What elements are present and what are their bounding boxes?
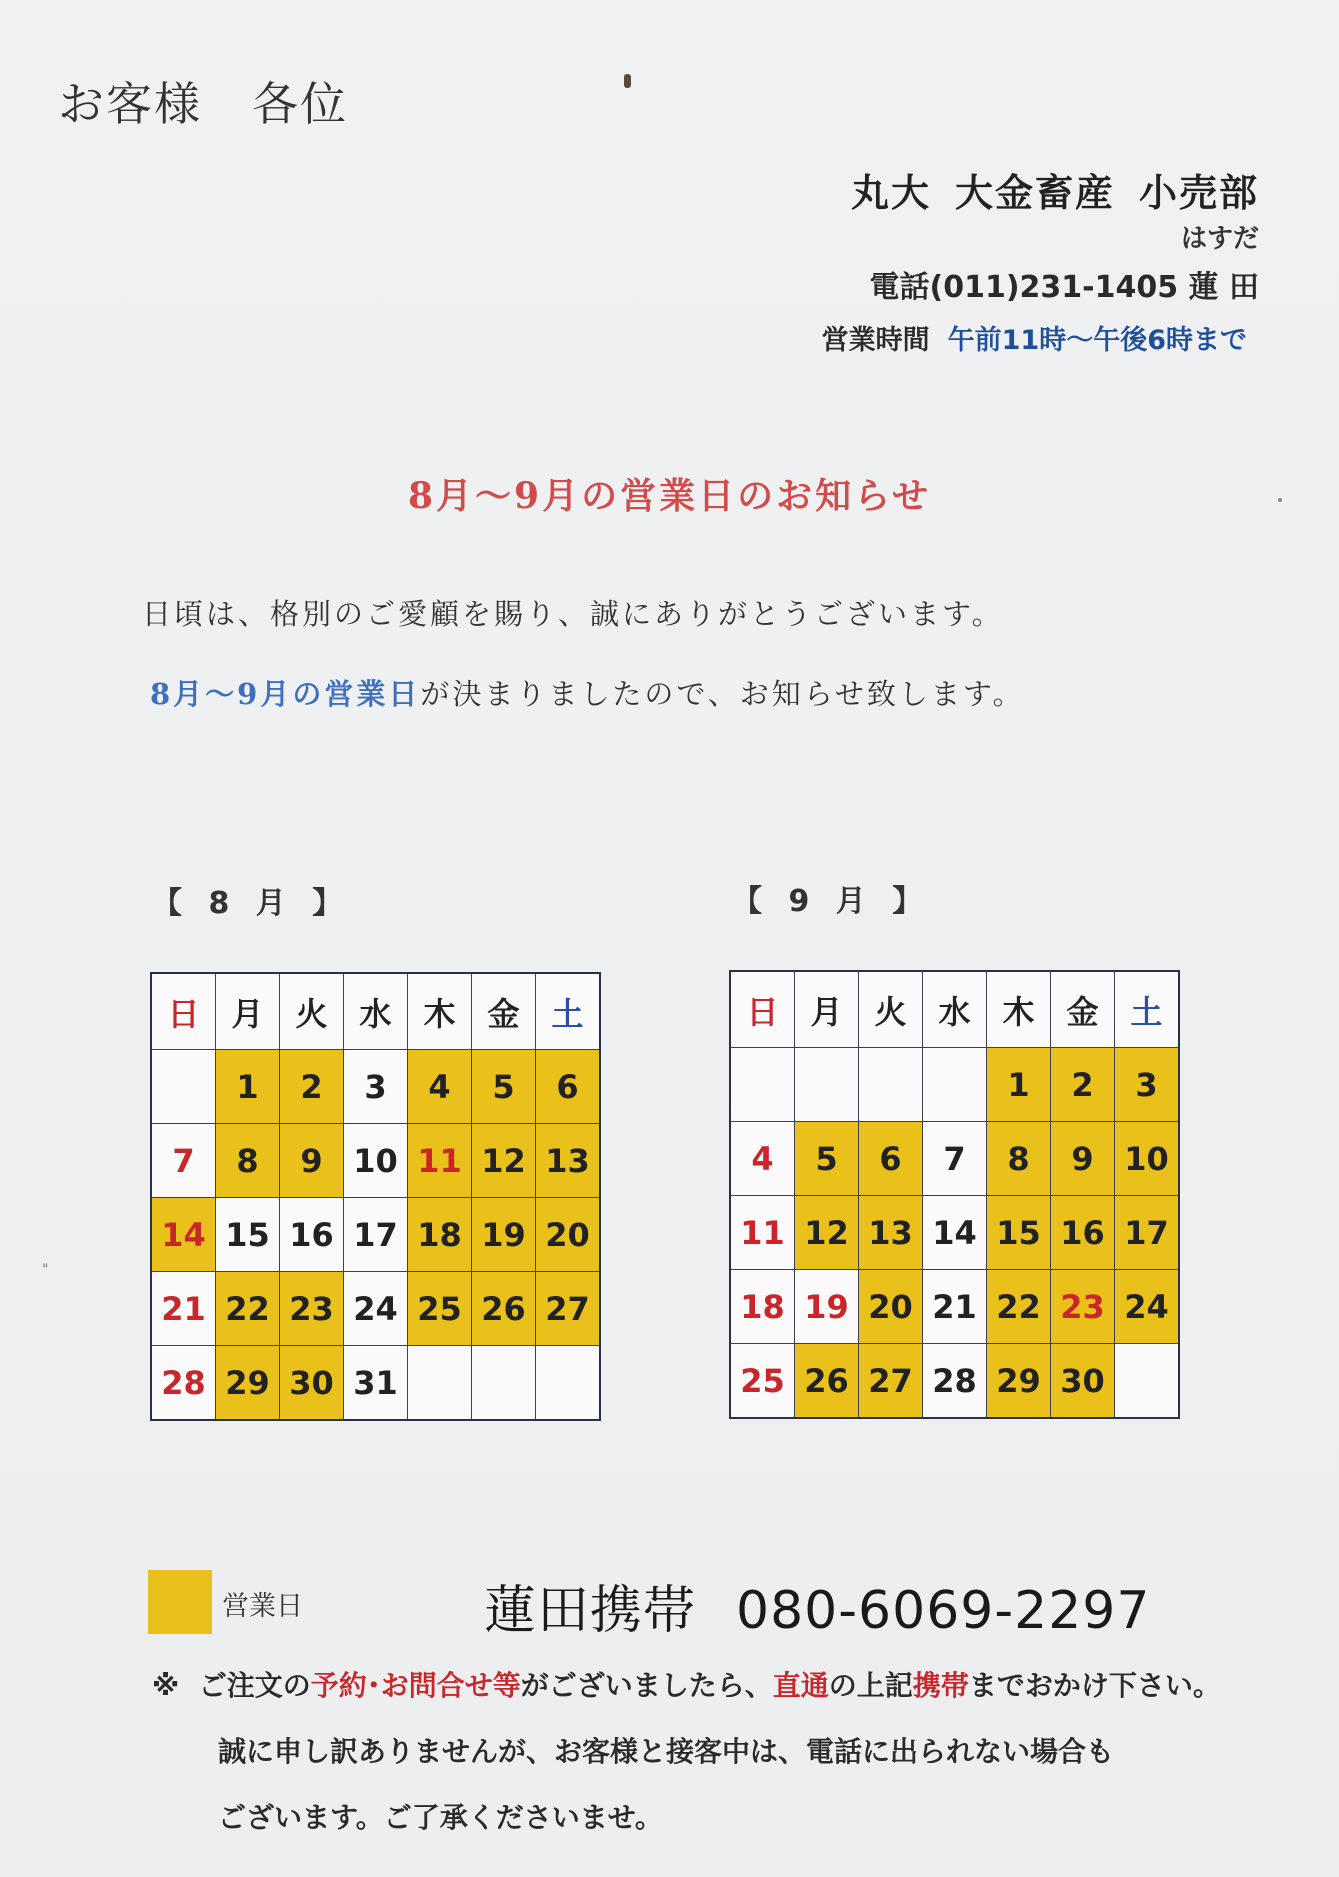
day-cell: 9 — [1051, 1122, 1115, 1196]
day-cell: 24 — [344, 1272, 408, 1346]
august-label: 【 8 月 】 — [152, 886, 351, 921]
day-cell: 11 — [730, 1196, 795, 1270]
note-text: がございましたら、 — [520, 1669, 773, 1702]
day-cell: 5 — [472, 1050, 536, 1124]
week-row — [730, 1048, 1179, 1122]
weekday-header: 木 — [987, 971, 1051, 1048]
weekday-header: 日 — [151, 973, 216, 1050]
september-calendar — [729, 970, 1180, 1419]
weekday-header: 月 — [216, 973, 280, 1050]
announcement-highlight: 8月～9月の営業日 — [150, 677, 421, 711]
note-text: までおかけ下さい。 — [968, 1669, 1221, 1702]
weekday-header: 火 — [859, 971, 923, 1048]
day-cell: 2 — [1051, 1048, 1115, 1122]
notice-title: 8月～9月の営業日のお知らせ — [407, 475, 932, 517]
week-row — [730, 1196, 1179, 1270]
day-cell: 4 — [408, 1050, 472, 1124]
day-cell: 15 — [987, 1196, 1051, 1270]
week-row — [730, 1344, 1179, 1419]
day-cell: 2 — [280, 1050, 344, 1124]
note-line-1 — [152, 1664, 1221, 1704]
empty-day-cell — [408, 1346, 472, 1421]
day-cell: 4 — [730, 1122, 795, 1196]
day-cell: 6 — [859, 1122, 923, 1196]
day-cell: 13 — [536, 1124, 601, 1198]
business-day-legend-swatch — [148, 1570, 212, 1634]
day-cell: 8 — [987, 1122, 1051, 1196]
day-cell: 21 — [151, 1272, 216, 1346]
day-cell: 18 — [730, 1270, 795, 1344]
week-row — [151, 1346, 600, 1421]
day-cell: 26 — [472, 1272, 536, 1346]
hours-label: 営業時間 — [821, 325, 930, 356]
weekday-header: 土 — [1115, 971, 1180, 1048]
week-row — [151, 1272, 600, 1346]
day-cell: 8 — [216, 1124, 280, 1198]
day-cell: 15 — [216, 1198, 280, 1272]
note-line-2: 誠に申し訳ありませんが、お客様と接客中は、電話に出られない場合も — [218, 1735, 1115, 1768]
weekday-header-row — [730, 971, 1179, 1048]
empty-day-cell — [923, 1048, 987, 1122]
day-cell: 24 — [1115, 1270, 1180, 1344]
note-line-3: ございます。ご了承くださいませ。 — [218, 1801, 663, 1834]
weekday-header: 水 — [344, 973, 408, 1050]
day-cell: 17 — [344, 1198, 408, 1272]
day-cell: 26 — [795, 1344, 859, 1419]
phone-number: 電話(011)231-1405 蓮 田 — [869, 270, 1259, 305]
weekday-header: 土 — [536, 973, 601, 1050]
greeting-paragraph: 日頃は、格別のご愛顧を賜り、誠にありがとうございます。 — [142, 597, 1004, 631]
day-cell: 27 — [859, 1344, 923, 1419]
day-cell: 6 — [536, 1050, 601, 1124]
day-cell: 19 — [472, 1198, 536, 1272]
weekday-header: 月 — [795, 971, 859, 1048]
day-cell: 12 — [795, 1196, 859, 1270]
weekday-header: 木 — [408, 973, 472, 1050]
company-part-2: 大金畜産 — [954, 171, 1115, 215]
day-cell: 16 — [280, 1198, 344, 1272]
name-reading: はすだ — [1180, 224, 1259, 254]
empty-day-cell — [536, 1346, 601, 1421]
empty-day-cell — [1115, 1344, 1180, 1419]
day-cell: 17 — [1115, 1196, 1180, 1270]
week-row — [151, 1124, 600, 1198]
note-emphasis: 直通 — [772, 1669, 829, 1702]
margin-mark: " — [42, 1262, 49, 1278]
empty-day-cell — [151, 1050, 216, 1124]
day-cell: 10 — [344, 1124, 408, 1198]
announcement-paragraph — [150, 672, 1025, 713]
note-text: ご注文の — [198, 1669, 311, 1702]
day-cell: 9 — [280, 1124, 344, 1198]
greeting — [58, 68, 348, 134]
empty-day-cell — [795, 1048, 859, 1122]
weekday-header: 金 — [1051, 971, 1115, 1048]
day-cell: 18 — [408, 1198, 472, 1272]
day-cell: 3 — [344, 1050, 408, 1124]
day-cell: 23 — [1051, 1270, 1115, 1344]
day-cell: 28 — [151, 1346, 216, 1421]
note-emphasis: 予約･お問合せ等 — [310, 1669, 521, 1702]
day-cell: 13 — [859, 1196, 923, 1270]
weekday-header: 日 — [730, 971, 795, 1048]
company-name — [851, 162, 1259, 217]
business-hours — [822, 318, 1247, 357]
august-calendar — [150, 972, 601, 1421]
greeting-all: 各位 — [252, 77, 348, 131]
day-cell: 14 — [923, 1196, 987, 1270]
business-day-legend-label: 営業日 — [222, 1591, 303, 1622]
day-cell: 20 — [859, 1270, 923, 1344]
empty-day-cell — [730, 1048, 795, 1122]
empty-day-cell — [859, 1048, 923, 1122]
day-cell: 20 — [536, 1198, 601, 1272]
greeting-customer: お客様 — [58, 77, 202, 131]
week-row — [730, 1122, 1179, 1196]
day-cell: 5 — [795, 1122, 859, 1196]
mobile-number: 080-6069-2297 — [736, 1581, 1151, 1641]
weekday-header: 水 — [923, 971, 987, 1048]
day-cell: 22 — [216, 1272, 280, 1346]
day-cell: 22 — [987, 1270, 1051, 1344]
day-cell: 11 — [408, 1124, 472, 1198]
day-cell: 25 — [408, 1272, 472, 1346]
mobile-name: 蓮田携帯 — [484, 1581, 697, 1641]
week-row — [730, 1270, 1179, 1344]
note-emphasis: 携帯 — [912, 1669, 969, 1702]
mobile-phone — [484, 1568, 1150, 1643]
empty-day-cell — [472, 1346, 536, 1421]
weekday-header-row — [151, 973, 600, 1050]
company-part-1: 丸大 — [850, 171, 931, 215]
day-cell: 10 — [1115, 1122, 1180, 1196]
day-cell: 25 — [730, 1344, 795, 1419]
pin-hole — [624, 74, 631, 88]
hours-value: 午前11時～午後6時まで — [947, 325, 1247, 356]
day-cell: 30 — [280, 1346, 344, 1421]
company-part-3: 小売部 — [1138, 171, 1259, 215]
day-cell: 1 — [987, 1048, 1051, 1122]
weekday-header: 金 — [472, 973, 536, 1050]
note-mark: ※ — [152, 1669, 180, 1702]
september-label: 【 9 月 】 — [732, 884, 931, 919]
day-cell: 19 — [795, 1270, 859, 1344]
weekday-header: 火 — [280, 973, 344, 1050]
day-cell: 30 — [1051, 1344, 1115, 1419]
day-cell: 29 — [216, 1346, 280, 1421]
day-cell: 14 — [151, 1198, 216, 1272]
day-cell: 29 — [987, 1344, 1051, 1419]
day-cell: 3 — [1115, 1048, 1180, 1122]
day-cell: 7 — [151, 1124, 216, 1198]
day-cell: 1 — [216, 1050, 280, 1124]
day-cell: 27 — [536, 1272, 601, 1346]
week-row — [151, 1198, 600, 1272]
day-cell: 28 — [923, 1344, 987, 1419]
week-row — [151, 1050, 600, 1124]
note-text: の上記 — [828, 1669, 913, 1702]
day-cell: 31 — [344, 1346, 408, 1421]
day-cell: 16 — [1051, 1196, 1115, 1270]
day-cell: 21 — [923, 1270, 987, 1344]
day-cell: 7 — [923, 1122, 987, 1196]
day-cell: 23 — [280, 1272, 344, 1346]
announcement-rest: が決まりましたので、お知らせ致します。 — [420, 677, 1025, 711]
day-cell: 12 — [472, 1124, 536, 1198]
